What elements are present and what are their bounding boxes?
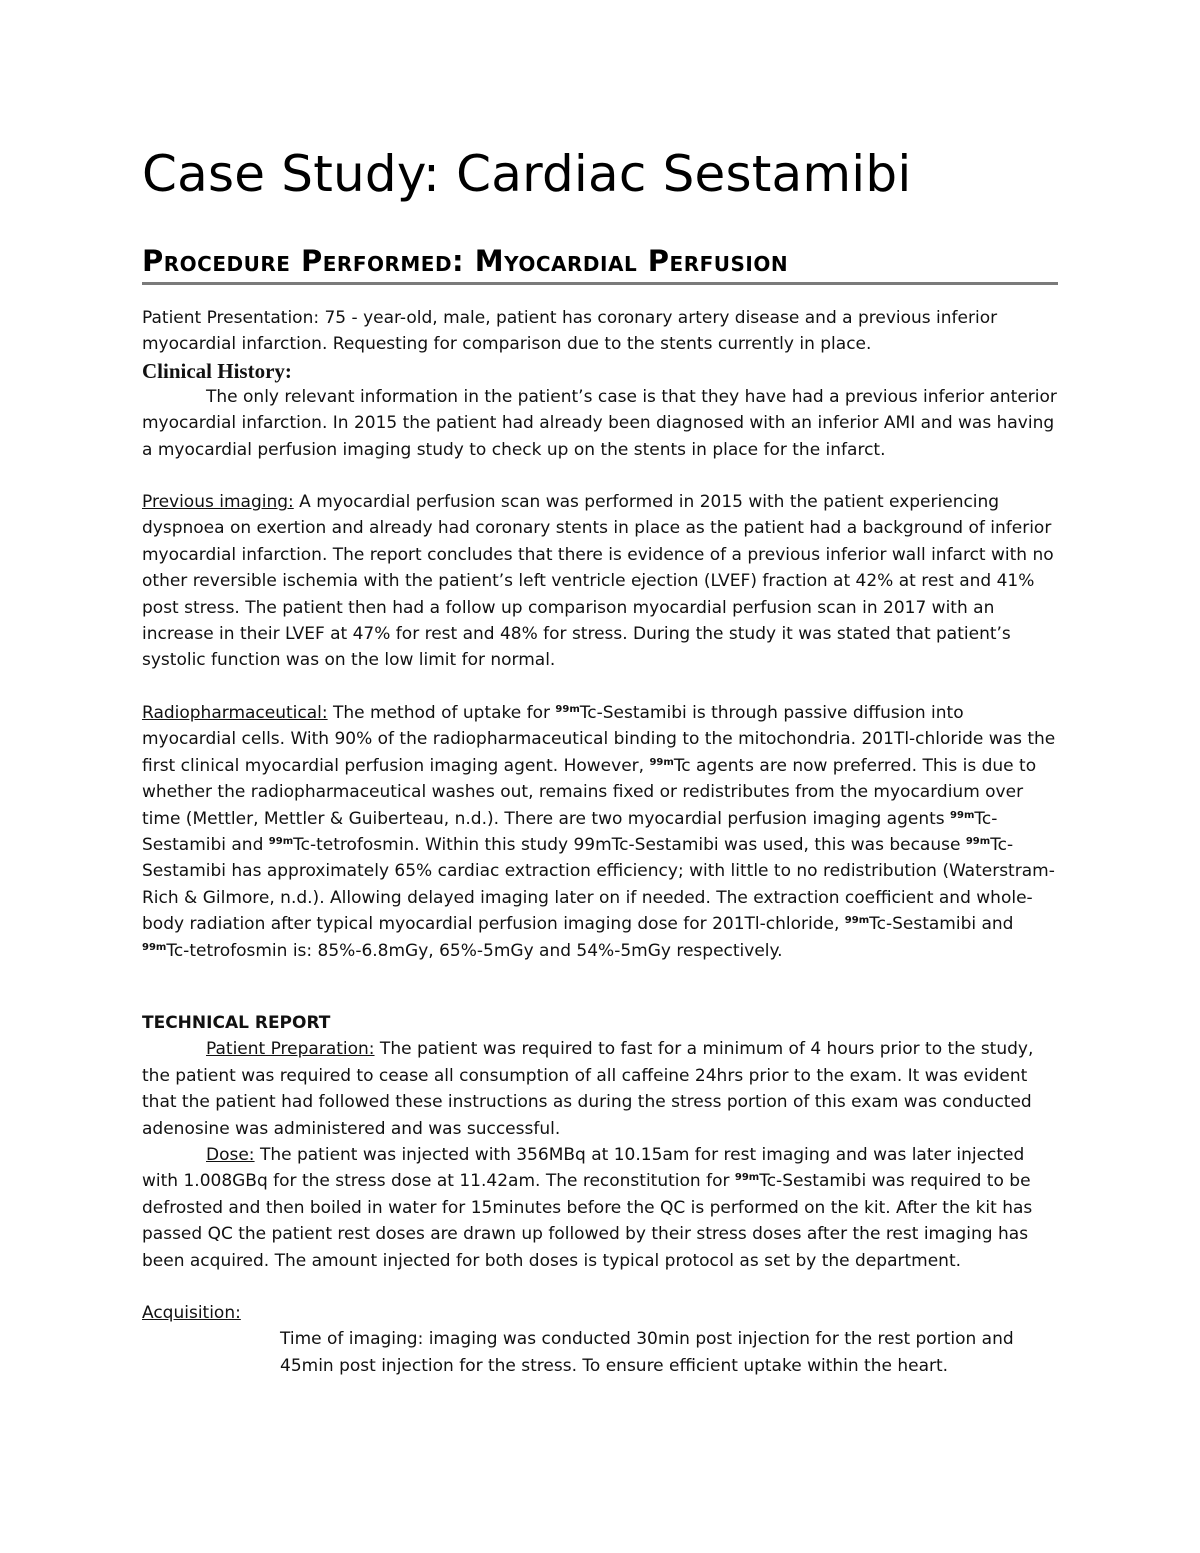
radio-text-3: Tc agents are now preferred. This is due to whether the radiopharmaceutical washes out, remains fixed or redistributes from the myocardium over time (Mettler, Mettler & Guiberteau, n.d.). There are two myocardial perfusion imaging agents (142, 755, 1037, 829)
presentation-line-2: myocardial infarction. Requesting for comparison due to the stents currently in place. (142, 334, 872, 355)
radio-text-1: The method of uptake for (327, 702, 556, 723)
technical-report-heading: TECHNICAL REPORT (142, 1012, 331, 1033)
isotope-superscript: 99m (734, 1172, 760, 1184)
radio-text-8: Tc-tetrofosmin is: 85%-6.8mGy, 65%-5mGy and 54%-5mGy respectively. (166, 940, 783, 961)
clinical-history-heading: Clinical History: (142, 358, 292, 383)
radio-text-7: Tc-Sestamibi and (869, 914, 1014, 935)
previous-imaging-paragraph (142, 489, 1062, 674)
document-body (142, 305, 1062, 1379)
isotope-superscript: 99m (268, 835, 294, 847)
radiopharmaceutical-label: Radiopharmaceutical: (142, 702, 328, 723)
isotope-superscript: 99m (844, 915, 870, 927)
clinical-history-text: The only relevant information in the patient’s case is that they have had a previous inferior anterior myocardial infarction. In 2015 the patient had already been diagnosed with an inferior AMI and was having a myocardial perfusion imaging study to check up on the stents in place for the infarct. (142, 386, 1057, 460)
patient-preparation-paragraph (142, 1036, 1062, 1142)
dose-paragraph (142, 1142, 1062, 1274)
dose-text-2: Tc-Sestamibi was required to be defrosted and then boiled in water for 15minutes before the QC is performed on the kit. After the kit has passed QC the patient rest doses are drawn up followed by their stress doses after the rest imaging has been acquired. The amount injected for both doses is typical protocol as set by the department. (142, 1171, 1033, 1271)
acquisition-label: Acquisition: (142, 1303, 241, 1323)
patient-preparation-label: Patient Preparation: (206, 1039, 375, 1060)
radio-text-5: Tc-tetrofosmin. Within this study 99mTc-Sestamibi was used, this was because (293, 834, 966, 855)
dose-text-1: The patient was injected with 356MBq at 10.15am for rest imaging and was later injected with 1.008GBq for the stress dose at 11.42am. The reconstitution for (142, 1144, 1025, 1192)
isotope-superscript: 99m (142, 941, 167, 953)
radiopharmaceutical-paragraph (142, 700, 1062, 964)
isotope-superscript: 99m (555, 703, 580, 715)
previous-imaging-text: A myocardial perfusion scan was performed in 2015 with the patient experiencing dyspnoea on exertion and already had coronary stents in place as the patient had a background of inferior myocardial infarction. The report concludes that there is evidence of a previous inferior wall infarct with no other reversible ischemia with the patient’s left ventricle ejection (LVEF) fraction at 42% at rest and 41% post stress. The patient then had a follow up comparison myocardial perfusion scan in 2017 with an increase in their LVEF at 47% for rest and 48% for stress. During the study it was stated that patient’s systolic function was on the low limit for normal. (142, 492, 1054, 671)
previous-imaging-label: Previous imaging: (142, 492, 294, 513)
isotope-superscript: 99m (649, 756, 674, 768)
section-heading: Procedure Performed: Myocardial Perfusion (142, 244, 1058, 285)
isotope-superscript: 99m (950, 809, 975, 821)
patient-presentation (142, 305, 1062, 358)
presentation-line-1: Patient Presentation: 75 - year-old, male, patient has coronary artery disease and a previous inferior (142, 308, 998, 328)
acquisition-text: Time of imaging: imaging was conducted 30min post injection for the rest portion and 45min post injection for the stress. To ensure efficient uptake within the heart. (280, 1329, 1014, 1376)
document-title: Case Study: Cardiac Sestamibi (142, 145, 912, 203)
isotope-superscript: 99m (965, 835, 991, 847)
radio-text-4: Tc-Sestamibi and (142, 808, 998, 855)
radio-text-6: Tc-Sestamibi has approximately 65% cardiac extraction efficiency; with little to no redistribution (Waterstram-Rich & Gilmore, n.d.). Allowing delayed imaging later on if needed. The extraction coefficient and whole-body radiation after typical myocardial perfusion imaging dose for 201Tl-chloride, (142, 834, 1055, 935)
patient-preparation-text: The patient was required to fast for a minimum of 4 hours prior to the study, the patient was required to cease all consumption of all caffeine 24hrs prior to the exam. It was evident that the patient had followed these instructions as during the stress portion of this exam was conducted adenosine was administered and was successful. (142, 1039, 1034, 1139)
dose-label: Dose: (206, 1144, 255, 1165)
radio-text-2: Tc-Sestamibi is through passive diffusion into myocardial cells. With 90% of the radiopharmaceutical binding to the mitochondria. 201Tl-chloride was the first clinical myocardial perfusion imaging agent. However, (142, 702, 1056, 776)
